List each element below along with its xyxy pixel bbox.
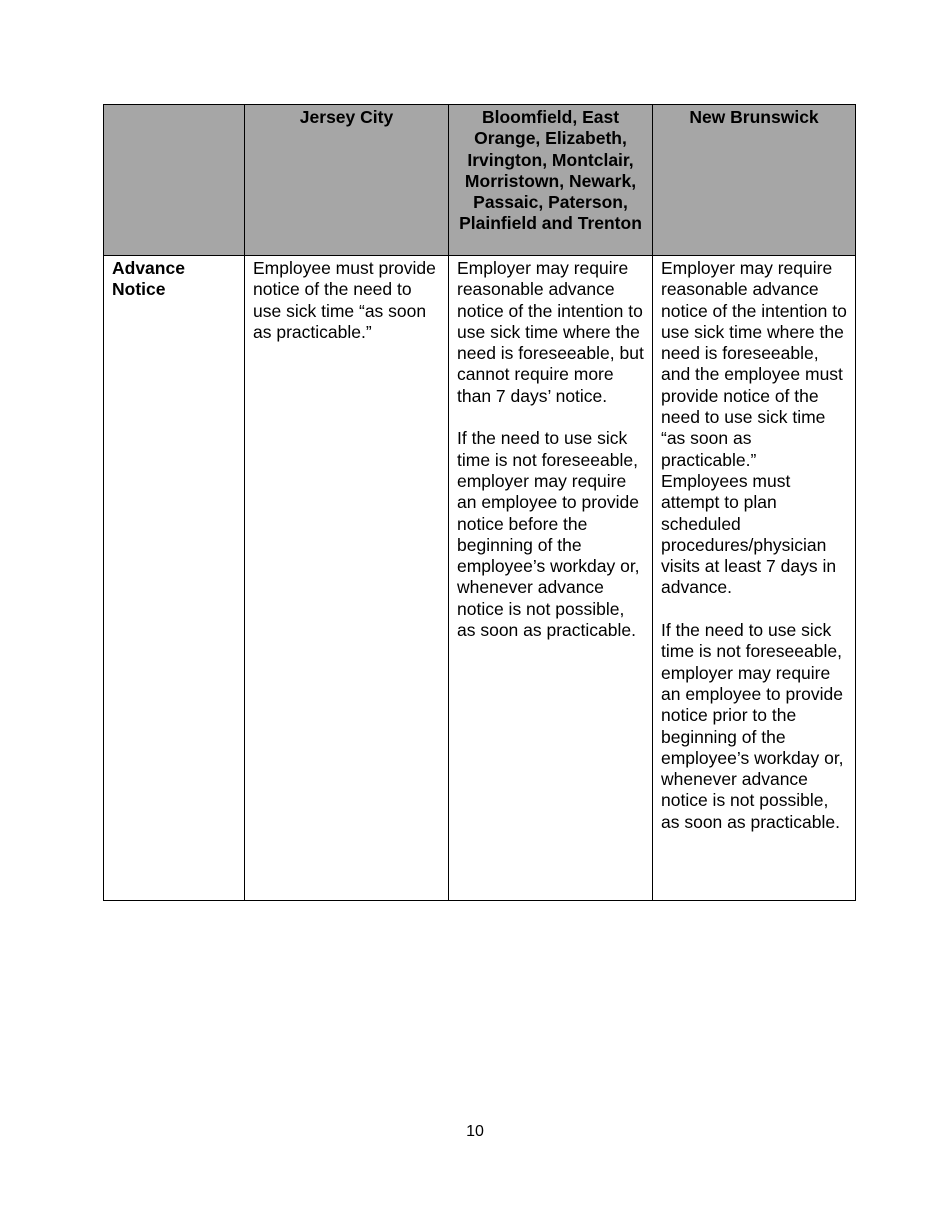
header-cell-new-brunswick: New Brunswick <box>653 105 856 256</box>
header-cell-jersey-city: Jersey City <box>245 105 449 256</box>
cell-bloomfield-p1: Employer may require reasonable advance notice of the intention to use sick time where the need is foreseeable, but cannot require more than 7 days’ notice. <box>457 258 644 406</box>
cell-jersey-city <box>245 256 449 901</box>
paragraph-gap <box>661 599 847 620</box>
cell-jersey-city-text: Employee must provide notice of the need to use sick time “as soon as practicable.” <box>253 258 436 342</box>
row-label-text: Advance Notice <box>112 258 185 300</box>
header-cell-empty <box>104 105 245 256</box>
cell-bloomfield-group <box>449 256 653 901</box>
cell-new-brunswick-p2: If the need to use sick time is not foreseeable, employer may require an employee to provide notice prior to the beginning of the employee’s workday or, whenever advance notice is not possible, as soon as practicable. <box>661 620 844 832</box>
table-row <box>104 256 856 901</box>
header-row <box>104 105 856 256</box>
cell-new-brunswick-p1: Employer may require reasonable advance notice of the intention to use sick time where the need is foreseeable, and the employee must provide notice of the need to use sick time “as soon as practicable.” Employees must attempt to plan scheduled procedures/physician visits at least 7 days in advance. <box>661 258 847 598</box>
header-cell-bloomfield-group: Bloomfield, East Orange, Elizabeth, Irvington, Montclair, Morristown, Newark, Passaic, Paterson, Plainfield and Trenton <box>449 105 653 256</box>
cell-new-brunswick <box>653 256 856 901</box>
comparison-table <box>103 104 856 901</box>
paragraph-gap <box>457 407 644 428</box>
row-label <box>104 256 245 901</box>
cell-bloomfield-p2: If the need to use sick time is not foreseeable, employer may require an employee to provide notice before the beginning of the employee’s workday or, whenever advance notice is not possible, as soon as practicable. <box>457 428 640 641</box>
page-number: 10 <box>466 1123 484 1140</box>
